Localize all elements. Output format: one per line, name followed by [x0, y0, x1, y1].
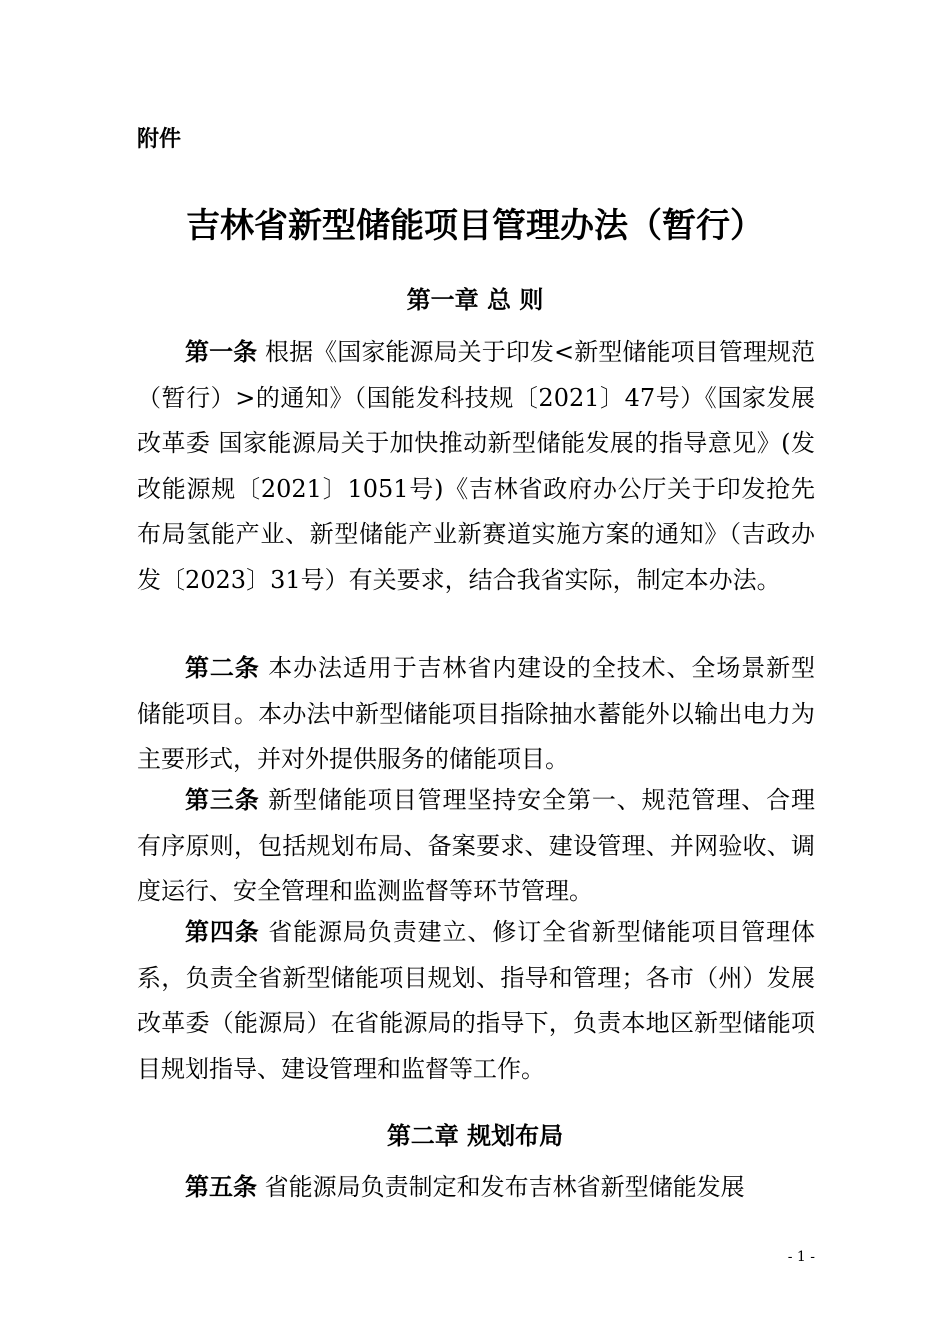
article-text: 省能源局负责建立、修订全省新型储能项目管理体系，负责全省新型储能项目规划、指导和管理；各市（州）发展改革委（能源局）在省能源局的指导下，负责本地区新型储能项目规划指导、建设管理和监督等工作。	[137, 918, 815, 1083]
document-title: 吉林省新型储能项目管理办法（暂行）	[186, 206, 764, 246]
article-label: 第五条	[185, 1173, 257, 1201]
article-5	[137, 1165, 815, 1211]
article-3	[137, 778, 815, 915]
article-1	[137, 330, 815, 603]
article-2	[137, 646, 815, 783]
article-text: 新型储能项目管理坚持安全第一、规范管理、合理有序原则，包括规划布局、备案要求、建设管理、并网验收、调度运行、安全管理和监测监督等环节管理。	[137, 786, 815, 905]
article-text: 根据《国家能源局关于印发<新型储能项目管理规范（暂行）>的通知》（国能发科技规〔2021〕47号）《国家发展改革委 国家能源局关于加快推动新型储能发展的指导意见》(发改能源规〔2021〕1051号)《吉林省政府办公厅关于印发抢先布局氢能产业、新型储能产业新赛道实施方案的通知》（吉政办发〔2023〕31号）有关要求，结合我省实际，制定本办法。	[137, 338, 815, 594]
chapter-heading-2: 第二章 规划布局	[386, 1122, 564, 1150]
article-text: 本办法适用于吉林省内建设的全技术、全场景新型储能项目。本办法中新型储能项目指除抽水蓄能外以输出电力为主要形式，并对外提供服务的储能项目。	[137, 654, 815, 773]
article-text: 省能源局负责制定和发布吉林省新型储能发展	[264, 1173, 745, 1201]
attachment-label: 附件	[137, 127, 182, 152]
article-label: 第二条	[185, 654, 260, 682]
chapter-heading-1: 第一章 总 则	[406, 286, 544, 314]
article-label: 第一条	[185, 338, 258, 366]
page-number: - 1 -	[787, 1249, 815, 1265]
article-label: 第四条	[185, 918, 260, 946]
article-4	[137, 910, 815, 1092]
article-label: 第三条	[185, 786, 260, 814]
